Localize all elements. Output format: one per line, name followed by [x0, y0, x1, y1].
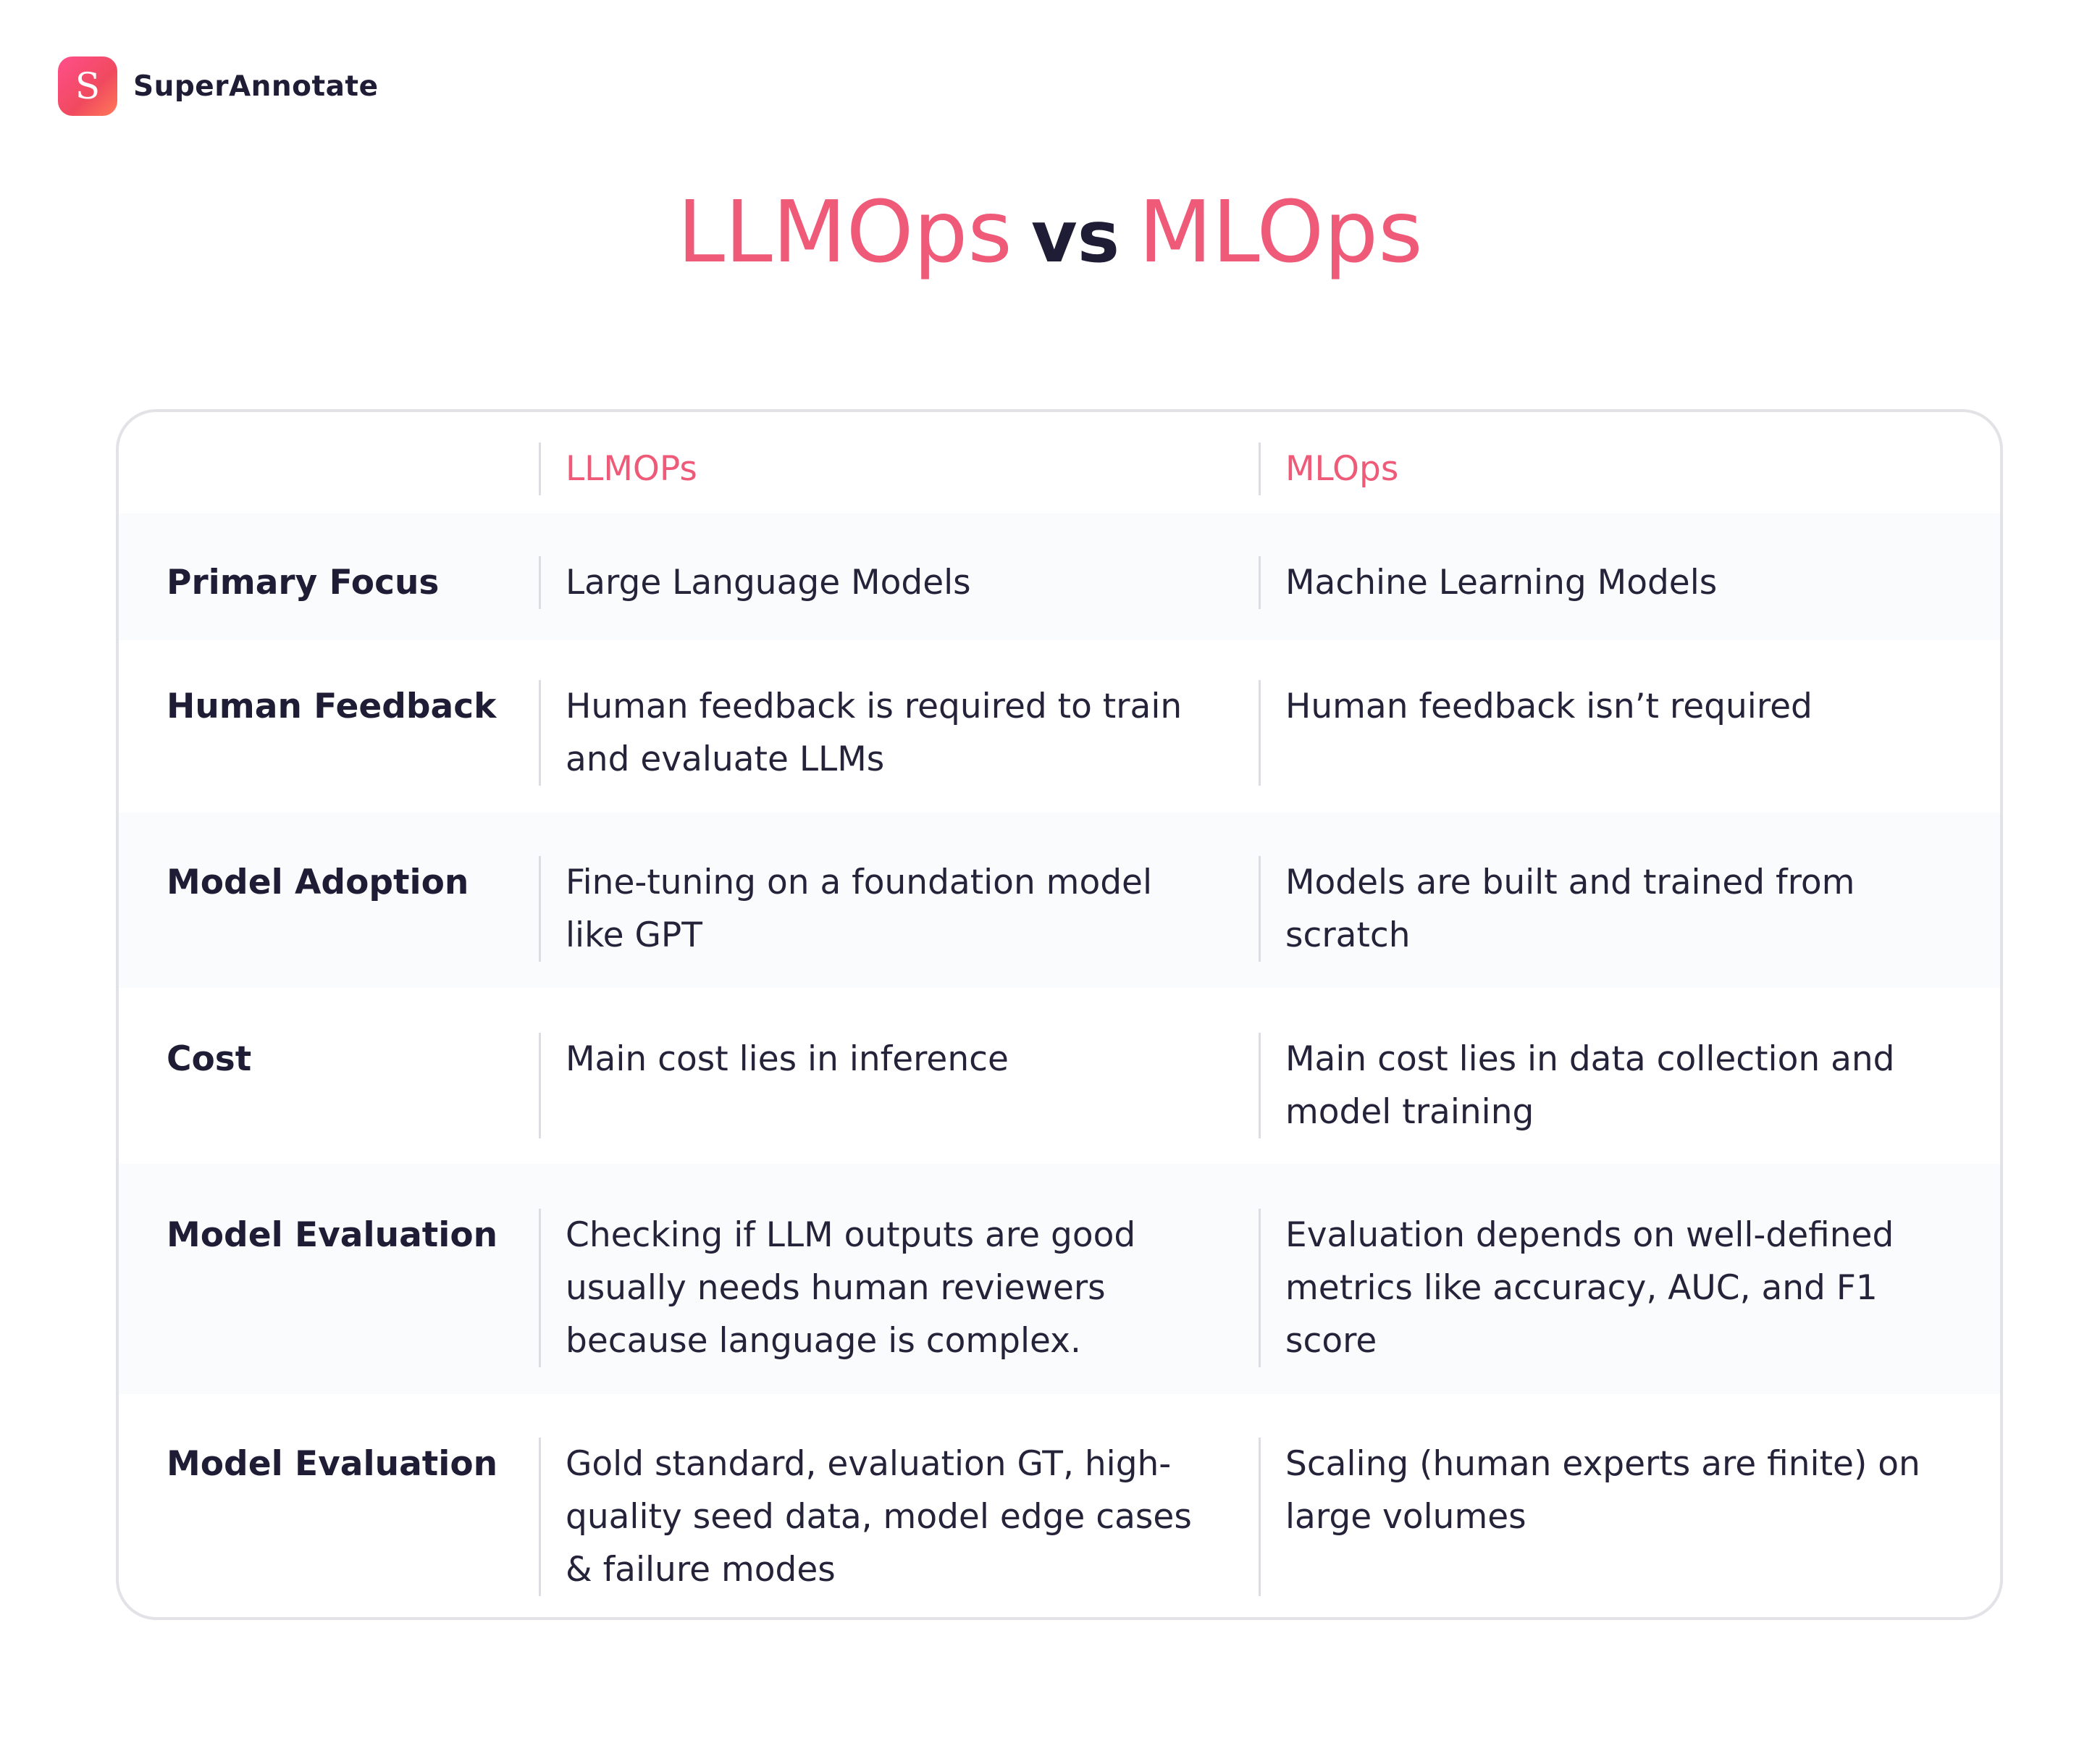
table-row: [119, 1394, 2000, 1620]
page-title: [0, 181, 2100, 288]
row-llmops-cell: Checking if LLM outputs are good usually needs human reviewers because language is complex.: [539, 1209, 1219, 1367]
comparison-table: [116, 409, 2003, 1620]
header-mlops: MLOps: [1259, 442, 1968, 495]
row-llmops-cell: Large Language Models: [539, 556, 1219, 609]
row-mlops-cell: Human feedback isn’t required: [1259, 680, 1968, 786]
title-llmops: LLMOps: [677, 182, 1012, 282]
row-mlops-cell: Scaling (human experts are finite) on large volumes: [1259, 1438, 1968, 1596]
row-mlops-cell: Models are built and trained from scratch: [1259, 856, 1968, 962]
row-label: Human Feedback: [167, 687, 497, 726]
row-mlops-cell: Evaluation depends on well-defined metrics like accuracy, AUC, and F1 score: [1259, 1209, 1968, 1367]
title-mlops: MLOps: [1138, 182, 1423, 282]
table-row: [119, 1164, 2000, 1394]
header-llmops: LLMOPs: [539, 442, 1219, 495]
table-row: [119, 640, 2000, 813]
row-label: Primary Focus: [167, 563, 440, 603]
title-vs: vs: [1030, 196, 1120, 279]
row-label: Model Evaluation: [167, 1444, 498, 1484]
row-llmops-cell: Fine-tuning on a foundation model like GPT: [539, 856, 1219, 962]
row-label: Cost: [167, 1039, 252, 1079]
table-row: [119, 513, 2000, 640]
table-header-row: [119, 412, 2000, 513]
row-llmops-cell: Gold standard, evaluation GT, high-quality seed data, model edge cases & failure modes: [539, 1438, 1219, 1596]
row-llmops-cell: Human feedback is required to train and evaluate LLMs: [539, 680, 1219, 786]
table-row: [119, 813, 2000, 988]
logo-letter: S: [75, 65, 101, 107]
table-row: [119, 988, 2000, 1164]
row-label: Model Adoption: [167, 863, 469, 902]
row-llmops-cell: Main cost lies in inference: [539, 1033, 1219, 1138]
row-mlops-cell: Machine Learning Models: [1259, 556, 1968, 609]
brand-name: SuperAnnotate: [133, 70, 379, 103]
row-mlops-cell: Main cost lies in data collection and model training: [1259, 1033, 1968, 1138]
brand: [58, 56, 379, 116]
row-label: Model Evaluation: [167, 1215, 498, 1255]
superannotate-logo-icon: [58, 56, 117, 116]
